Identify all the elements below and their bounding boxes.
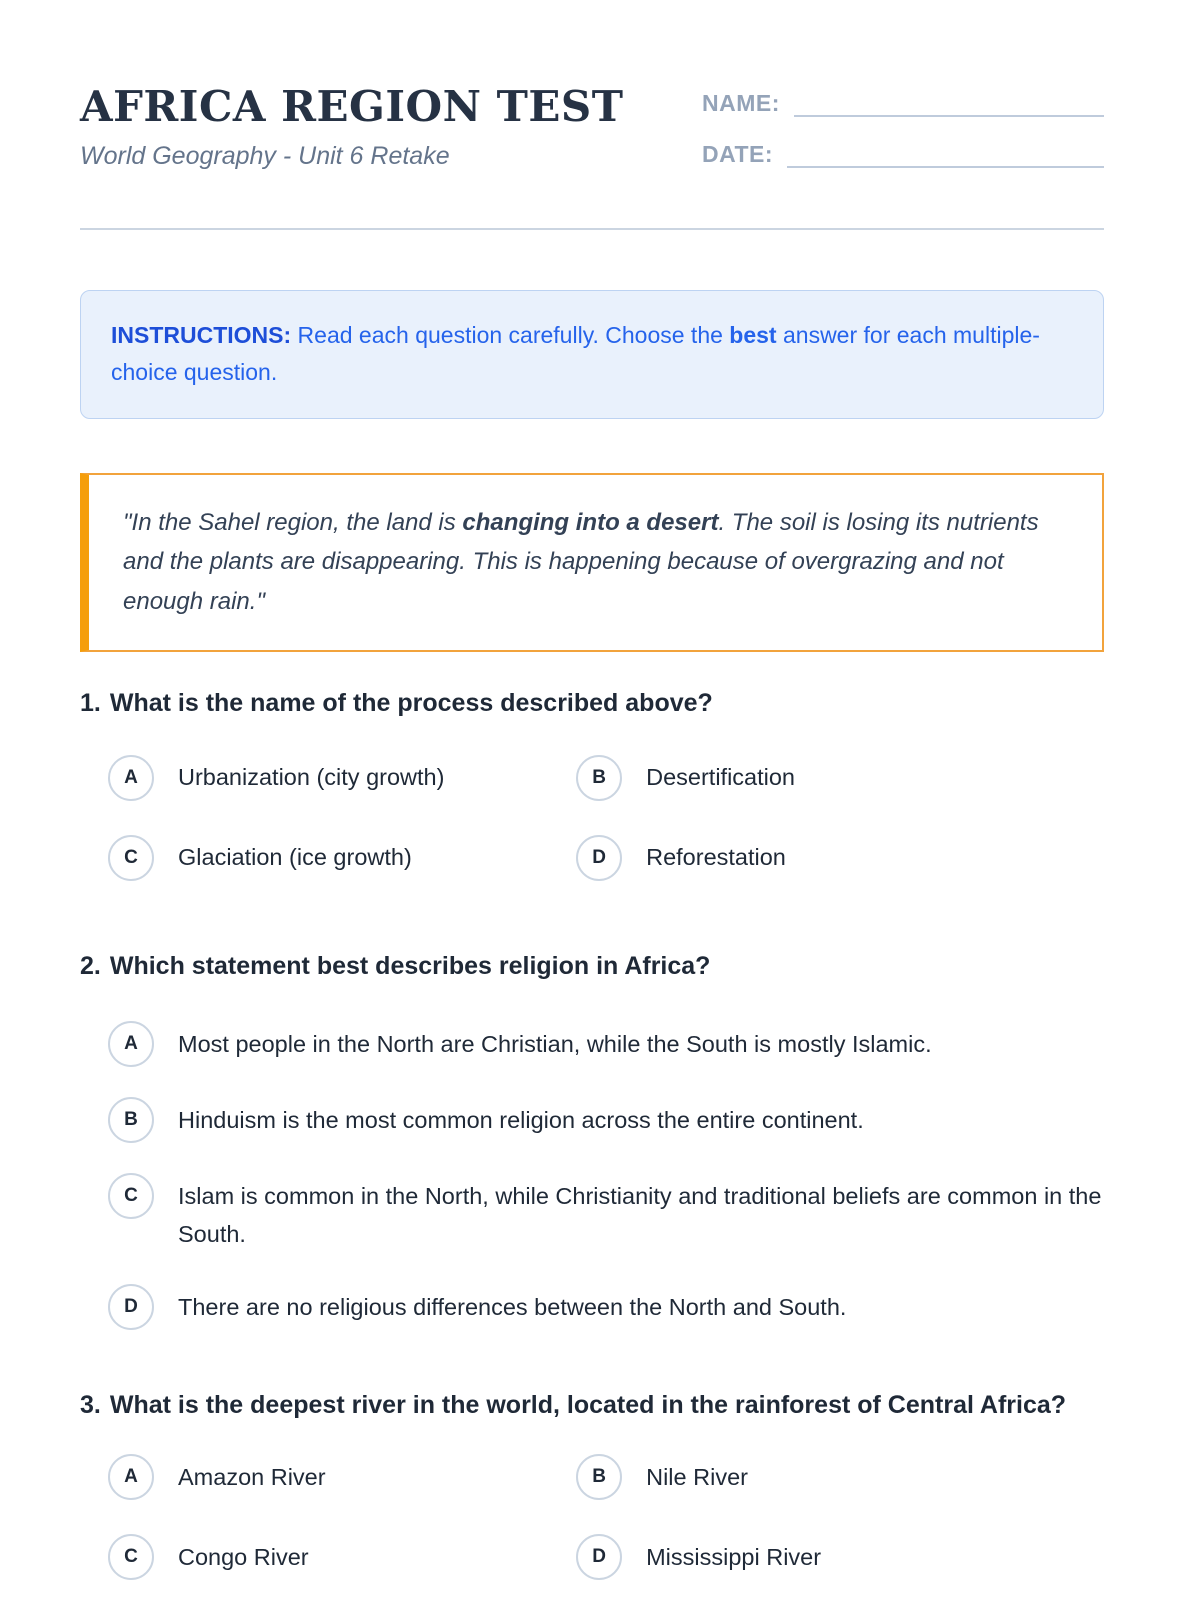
option-q3-a-text: Amazon River <box>178 1463 326 1490</box>
option-q3-b-text: Nile River <box>646 1463 748 1490</box>
option-q3-d-text: Mississippi River <box>646 1543 822 1570</box>
option-q3-d-bubble[interactable] <box>576 1534 622 1580</box>
option-q2-a[interactable] <box>108 1019 1104 1067</box>
option-letter: B <box>592 1466 606 1488</box>
question-3-options <box>108 1454 1104 1580</box>
question-2-text: Which statement best describes religion in Africa? <box>109 951 711 980</box>
option-q3-b[interactable] <box>576 1454 1104 1500</box>
option-q1-a-text: Urbanization (city growth) <box>178 763 445 790</box>
question-3-text-bold: deepest river <box>250 1390 406 1419</box>
option-letter: B <box>592 766 606 788</box>
option-q1-c[interactable] <box>108 835 576 881</box>
question-1-number: 1. <box>80 688 101 717</box>
quote-box <box>80 473 1104 652</box>
option-q1-b[interactable] <box>576 755 1104 801</box>
option-q2-b-bubble[interactable] <box>108 1097 154 1143</box>
option-q1-b-text: Desertification <box>646 763 796 790</box>
option-q1-c-text: Glaciation (ice growth) <box>178 843 412 870</box>
name-label: NAME: <box>702 90 780 116</box>
option-q1-c-bubble[interactable] <box>108 835 154 881</box>
option-letter: A <box>124 766 138 788</box>
question-1-text: What is the name of the process described above? <box>109 688 713 717</box>
quote-part2: . The soil is losing its nutrients and the plants are disappearing. This is happening because of overgrazing and not enough rain." <box>123 508 1039 616</box>
header <box>80 84 1104 192</box>
option-q1-d-bubble[interactable] <box>576 835 622 881</box>
option-q3-c[interactable] <box>108 1534 576 1580</box>
question-3-text-pre: What is the <box>109 1390 251 1419</box>
instructions-label: INSTRUCTIONS: <box>111 322 292 348</box>
option-q3-d[interactable] <box>576 1534 1104 1580</box>
question-2-options <box>108 1019 1104 1329</box>
header-divider <box>80 228 1104 230</box>
option-letter: C <box>124 1185 138 1207</box>
question-3-number: 3. <box>80 1390 101 1419</box>
date-field-row <box>702 141 1104 168</box>
instructions-text-2: answer for each multiple-choice question. <box>111 322 1040 386</box>
option-letter: D <box>124 1295 138 1317</box>
option-q1-a-bubble[interactable] <box>108 755 154 801</box>
option-letter: C <box>124 846 138 868</box>
question-2-title <box>80 947 1104 986</box>
option-letter: A <box>124 1033 138 1055</box>
question-1-options <box>108 755 1104 881</box>
date-label: DATE: <box>702 141 774 167</box>
option-q2-d-text: There are no religious differences between the North and South. <box>178 1293 847 1320</box>
question-3-title <box>80 1386 1104 1425</box>
date-input-line[interactable] <box>787 142 1104 168</box>
option-letter: D <box>592 1546 606 1568</box>
option-q1-b-bubble[interactable] <box>576 755 622 801</box>
question-1-title <box>80 684 1104 723</box>
quote-part1: "In the Sahel region, the land is <box>123 508 463 536</box>
header-left <box>80 84 623 171</box>
instructions-bold: best <box>729 322 777 348</box>
option-q2-a-text: Most people in the North are Christian, while the South is mostly Islamic. <box>178 1031 932 1058</box>
question-3-text-post: in the world, located in the rainforest of Central Africa? <box>405 1390 1067 1419</box>
option-q2-d[interactable] <box>108 1282 1104 1330</box>
quote-bold: changing into a desert <box>462 508 719 536</box>
option-letter: C <box>124 1546 138 1568</box>
option-q1-d-text: Reforestation <box>646 843 786 870</box>
instructions-box <box>80 290 1104 419</box>
option-letter: A <box>124 1466 138 1488</box>
option-q3-a-bubble[interactable] <box>108 1454 154 1500</box>
option-q2-a-bubble[interactable] <box>108 1021 154 1067</box>
option-q2-c-text: Islam is common in the North, while Christianity and traditional beliefs are common in the South. <box>178 1183 1102 1248</box>
question-2-number: 2. <box>80 951 101 980</box>
option-q3-c-bubble[interactable] <box>108 1534 154 1580</box>
page-subtitle: World Geography - Unit 6 Retake <box>80 142 450 171</box>
option-q3-b-bubble[interactable] <box>576 1454 622 1500</box>
name-input-line[interactable] <box>794 91 1104 117</box>
option-q2-d-bubble[interactable] <box>108 1284 154 1330</box>
option-q1-a[interactable] <box>108 755 576 801</box>
header-fields <box>702 84 1104 192</box>
option-q2-c-bubble[interactable] <box>108 1173 154 1219</box>
option-q1-d[interactable] <box>576 835 1104 881</box>
option-q2-b[interactable] <box>108 1095 1104 1143</box>
option-q2-c[interactable] <box>108 1171 1104 1253</box>
option-letter: B <box>124 1109 138 1131</box>
option-letter: D <box>592 846 606 868</box>
option-q2-b-text: Hinduism is the most common religion across the entire continent. <box>178 1107 864 1134</box>
page-title: AFRICA REGION TEST <box>80 82 624 131</box>
instructions-text-1: Read each question carefully. Choose the <box>291 322 730 348</box>
option-q3-a[interactable] <box>108 1454 576 1500</box>
name-field-row <box>702 90 1104 117</box>
option-q3-c-text: Congo River <box>178 1543 309 1570</box>
